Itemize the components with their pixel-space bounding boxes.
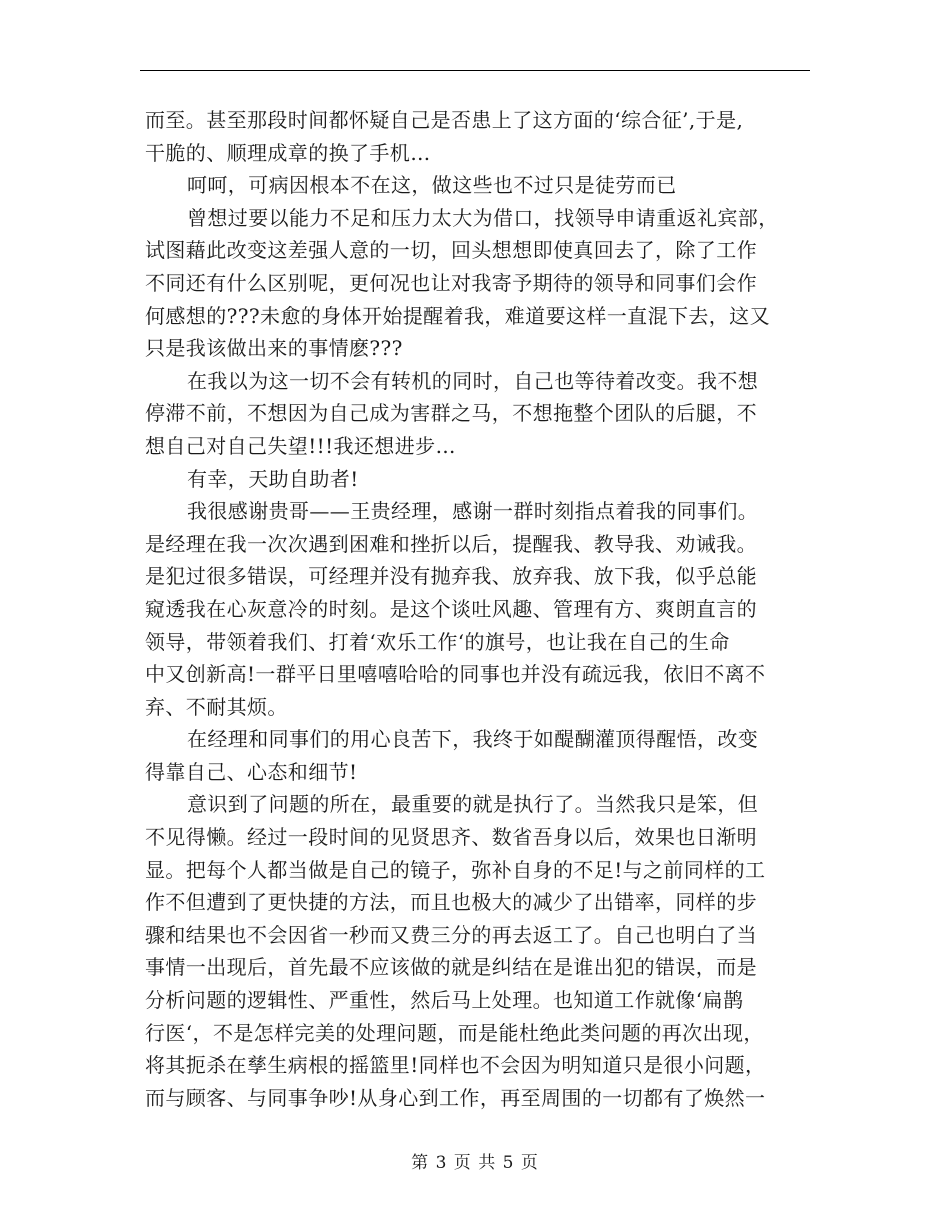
text-line: 在我以为这一切不会有转机的同时，自己也等待着改变。我不想 (187, 368, 759, 393)
text-line: 将其扼杀在孳生病根的摇篮里!同样也不会因为明知道只是很小问题， (145, 1053, 766, 1078)
text-line: 只是我该做出来的事情麽??? (145, 336, 403, 361)
text-line: 想自己对自己失望!!!我还想进步… (145, 433, 456, 458)
text-line: 曾想过要以能力不足和压力太大为借口，找领导申请重返礼宾部， (187, 205, 779, 230)
text-line: 得靠自己、心态和细节! (145, 759, 358, 784)
text-line: 试图藉此改变这差强人意的一切，回头想想即使真回去了，除了工作 (145, 238, 757, 263)
text-line: 在经理和同事们的用心良苦下，我终于如醍醐灌顶得醒悟，改变 (187, 727, 759, 752)
text-line: 行医‘，不是怎样完美的处理问题，而是能杜绝此类问题的再次出现， (145, 1020, 764, 1045)
text-line: 有幸，天助自助者! (187, 466, 359, 491)
text-line: 作不但遭到了更快捷的方法，而且也极大的减少了出错率，同样的步 (145, 890, 757, 915)
header-rule (140, 70, 810, 71)
document-body (145, 104, 810, 1114)
text-line: 分析问题的逻辑性、严重性，然后马上处理。也知道工作就像‘扁鹊 (145, 988, 744, 1013)
text-line: 骤和结果也不会因省一秒而又费三分的再去返工了。自己也明白了当 (145, 922, 757, 947)
text-line: 显。把每个人都当做是自己的镜子，弥补自身的不足!与之前同样的工 (145, 857, 766, 882)
text-line: 是犯过很多错误，可经理并没有抛弃我、放弃我、放下我，似乎总能 (145, 564, 757, 589)
text-line: 我很感谢贵哥——王贵经理，感谢一群时刻指点着我的同事们。 (187, 499, 759, 524)
text-line: 中又创新高!一群平日里嘻嘻哈哈的同事也并没有疏远我，依旧不离不 (145, 662, 766, 687)
text-line: 不同还有什么区别呢，更何况也让对我寄予期待的领导和同事们会作 (145, 270, 757, 295)
text-line: 干脆的、顺理成章的换了手机… (145, 140, 431, 165)
text-line: 呵呵，可病因根本不在这，做这些也不过只是徒劳而已 (187, 173, 677, 198)
text-line: 领导，带领着我们、打着‘欢乐工作‘的旗号，也让我在自己的生命 (145, 629, 730, 654)
text-line: 弃、不耐其烦。 (145, 694, 288, 719)
page-number-footer: 第 3 页 共 5 页 (411, 1153, 539, 1173)
text-line: 而与顾客、与同事争吵!从身心到工作，再至周围的一切都有了焕然一 (145, 1085, 766, 1110)
text-line: 意识到了问题的所在，最重要的就是执行了。当然我只是笨，但 (187, 792, 759, 817)
text-line: 而至。甚至那段时间都怀疑自己是否患上了这方面的‘综合征’,于是, (145, 108, 744, 132)
text-line: 不见得懒。经过一段时间的见贤思齐、数省吾身以后，效果也日渐明 (145, 825, 757, 850)
text-line: 窥透我在心灰意冷的时刻。是这个谈吐风趣、管理有方、爽朗直言的 (145, 596, 757, 621)
text-line: 是经理在我一次次遇到困难和挫折以后，提醒我、教导我、劝诫我。 (145, 531, 757, 556)
text-line: 停滞不前，不想因为自己成为害群之马，不想拖整个团队的后腿，不 (145, 401, 757, 426)
text-line: 何感想的???未愈的身体开始提醒着我，难道要这样一直混下去，这又 (145, 303, 770, 328)
text-line: 事情一出现后，首先最不应该做的就是纠结在是谁出犯的错误，而是 (145, 955, 757, 980)
